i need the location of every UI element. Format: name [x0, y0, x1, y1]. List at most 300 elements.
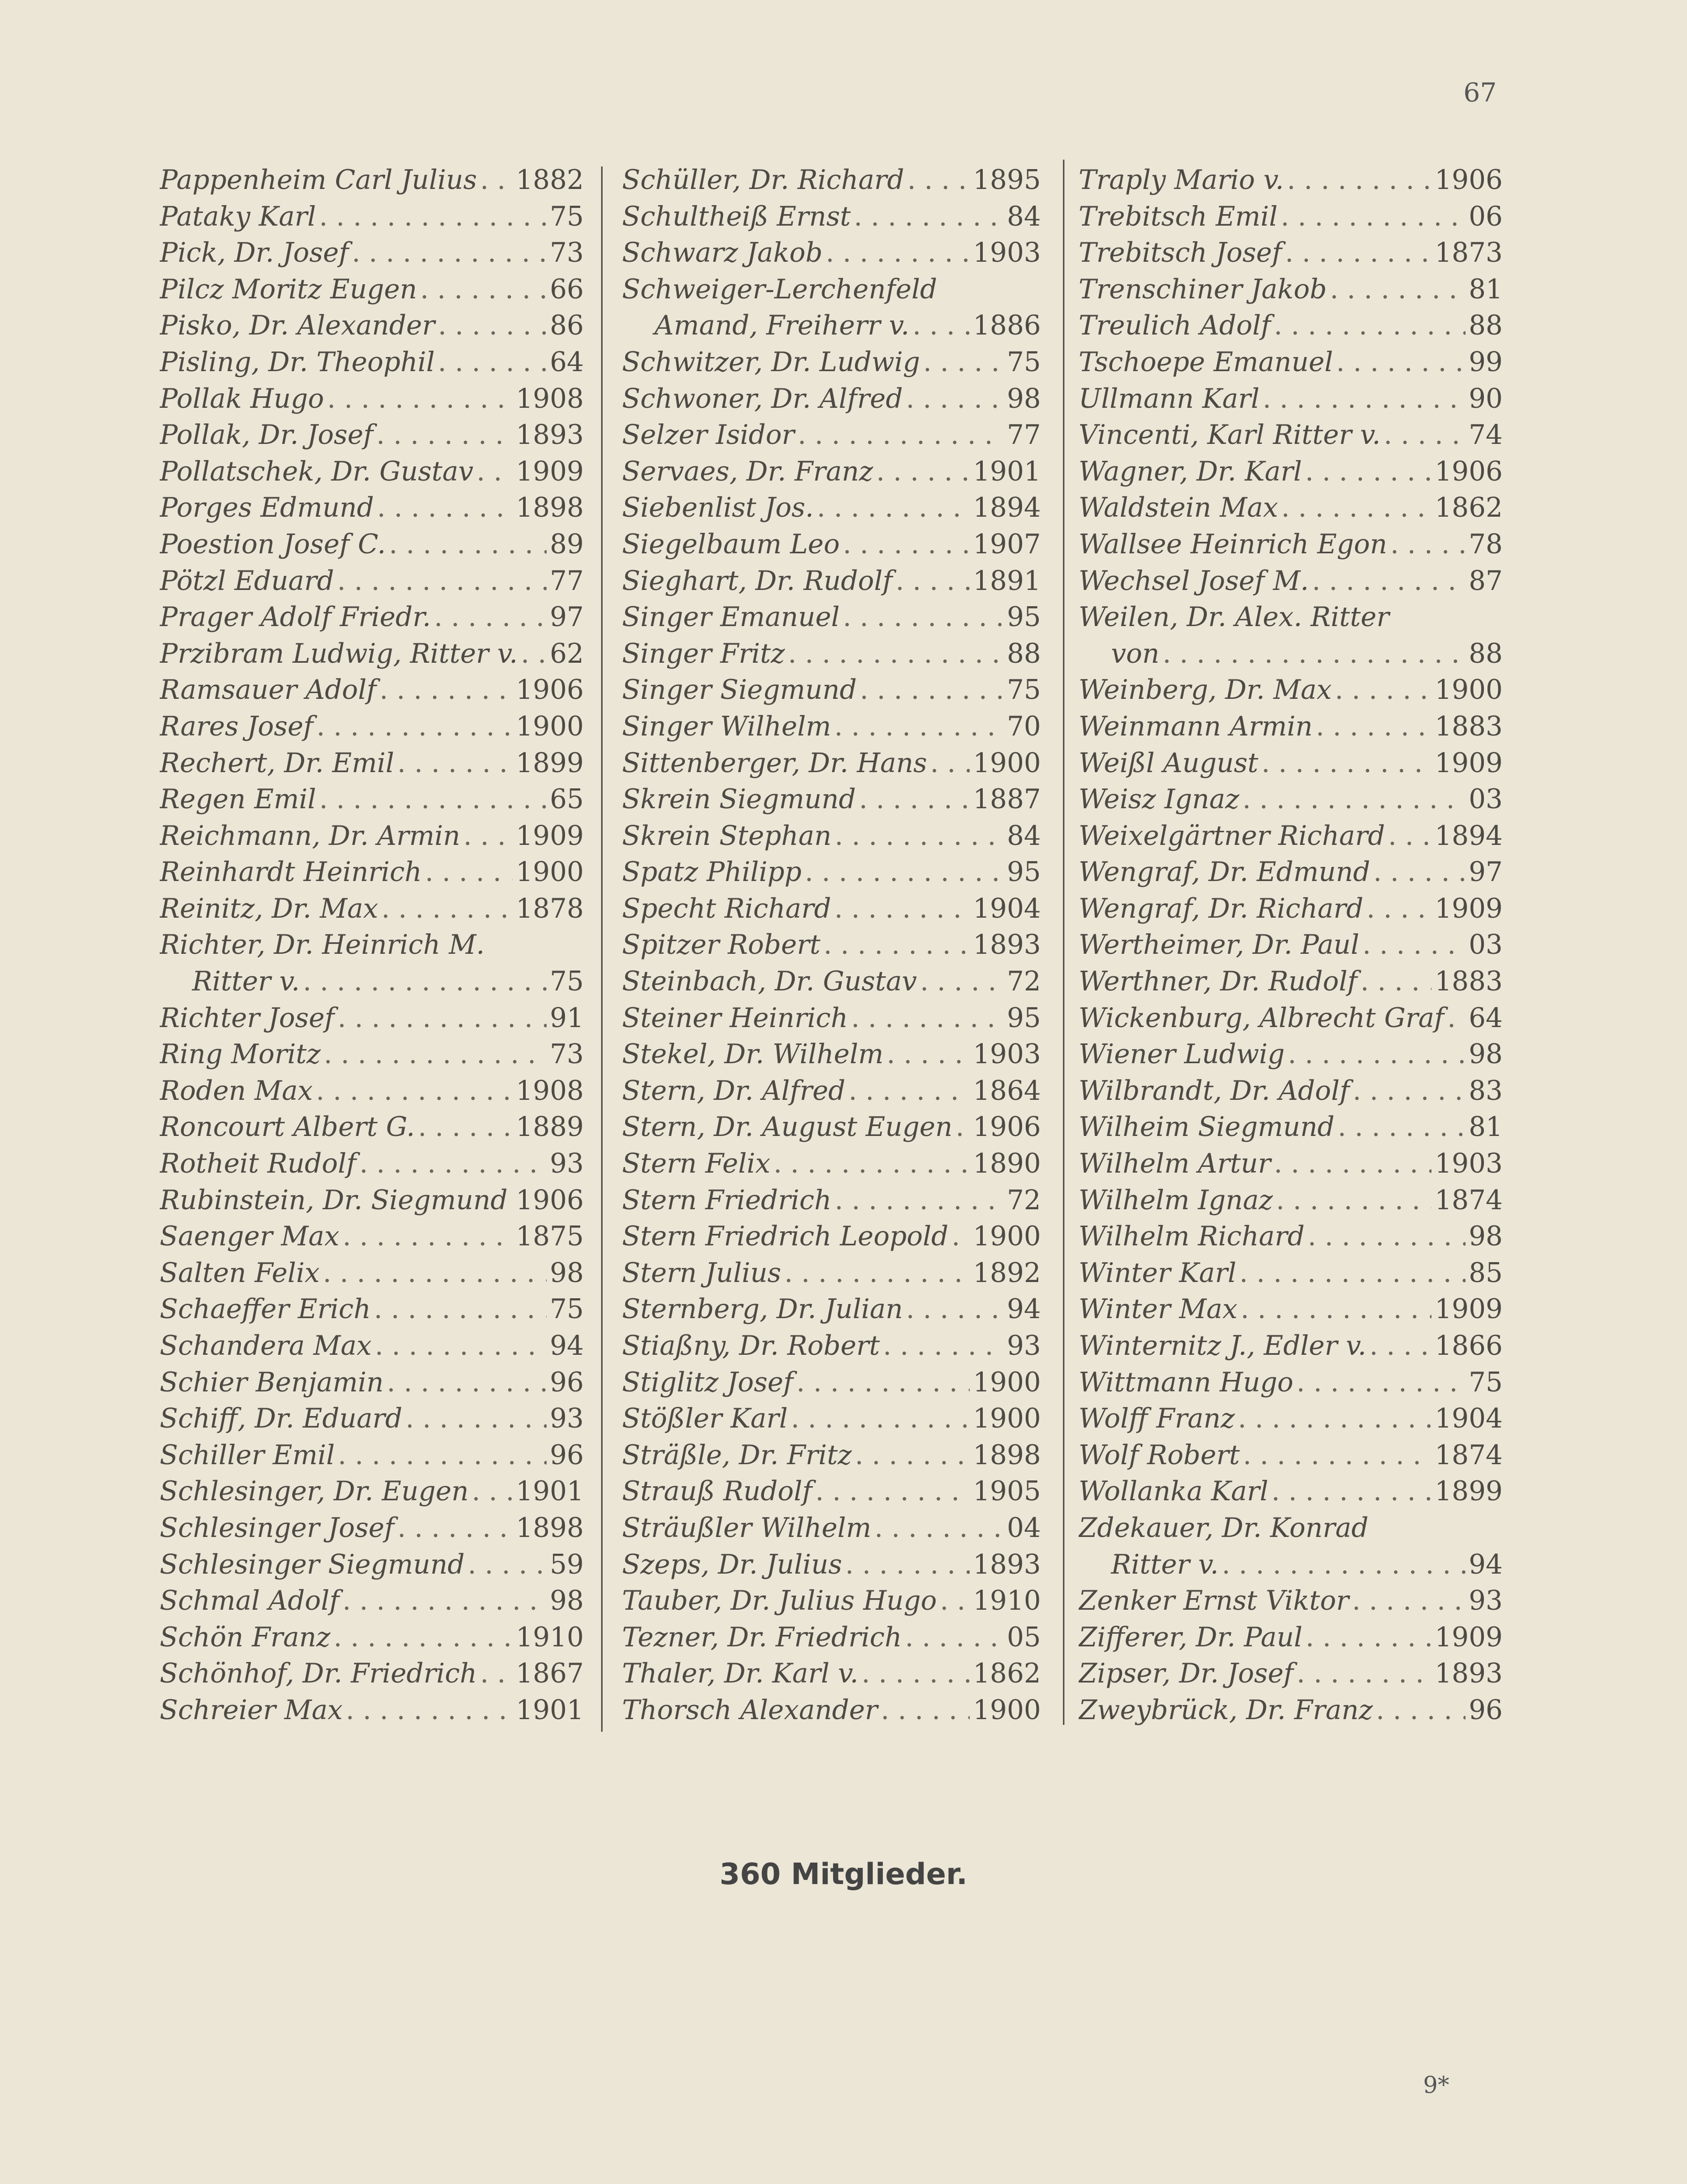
member-name: Skrein Stephan [622, 820, 832, 852]
leader-dots [1305, 454, 1432, 491]
member-entry [160, 1037, 584, 1073]
member-entry [1079, 162, 1503, 199]
member-name: Schier Benjamin [160, 1367, 384, 1398]
member-name: Roncourt Albert G. [160, 1112, 415, 1143]
member-entry [622, 1000, 1041, 1037]
member-name: Treulich Adolf [1079, 310, 1271, 342]
member-entry [1079, 381, 1503, 418]
leader-dots [796, 1365, 970, 1401]
member-name: Tezner, Dr. Friedrich [622, 1622, 902, 1653]
member-entry [622, 1109, 1041, 1146]
member-entry [1079, 1183, 1503, 1219]
member-year: 98 [1469, 1221, 1503, 1253]
leader-dots [906, 1291, 1004, 1328]
member-name: Siegelbaum Leo [622, 529, 840, 560]
member-year: 1909 [1435, 1294, 1503, 1325]
member-name: Sittenberger, Dr. Hans [622, 748, 927, 779]
member-name: Wolff Franz [1079, 1403, 1235, 1435]
member-entry [160, 1656, 584, 1692]
member-year: 1905 [973, 1476, 1041, 1508]
member-year: 93 [1007, 1331, 1041, 1362]
member-entry [1079, 891, 1503, 928]
member-entry [160, 272, 584, 308]
member-name: Wilbrandt, Dr. Adolf [1079, 1075, 1350, 1107]
member-name: Schlesinger Siegmund [160, 1549, 465, 1580]
member-entry [160, 344, 584, 381]
member-name: Wollanka Karl [1079, 1476, 1269, 1508]
member-year: 1909 [1435, 893, 1503, 924]
member-name: Porges Edmund [160, 493, 374, 524]
member-entry [1079, 1401, 1503, 1438]
leader-dots [319, 782, 547, 818]
member-year: 1904 [1435, 1403, 1503, 1435]
member-name: Wickenburg, Albrecht Graf [1079, 1002, 1445, 1034]
leader-dots [327, 381, 513, 418]
member-name: Steinbach, Dr. Gustav [622, 966, 917, 998]
member-entry [622, 381, 1041, 418]
member-year: 88 [1469, 310, 1503, 342]
leader-dots [1296, 1656, 1431, 1692]
member-name: Pollak Hugo [160, 383, 324, 415]
leader-dots [1287, 162, 1431, 199]
member-name: Spatz Philipp [622, 857, 802, 888]
member-name: Vincenti, Karl Ritter v. [1079, 420, 1381, 451]
leader-dots [859, 782, 970, 818]
member-year: 1900 [973, 748, 1041, 779]
member-entry [1079, 344, 1503, 381]
leader-dots [854, 199, 1004, 236]
leader-dots [843, 527, 970, 563]
leader-dots [1262, 381, 1466, 418]
member-year: 97 [550, 602, 584, 633]
member-year: 98 [1469, 1039, 1503, 1071]
member-entry [1079, 1656, 1503, 1692]
member-entry [160, 964, 584, 1000]
member-name: Schönhof, Dr. Friedrich [160, 1658, 478, 1690]
member-name: Richter Josef [160, 1002, 335, 1034]
leader-dots [377, 490, 513, 527]
member-name: Reichmann, Dr. Armin [160, 820, 460, 852]
leader-dots [817, 490, 970, 527]
member-name: Przibram Ludwig, Ritter v. [160, 638, 518, 670]
leader-dots [1288, 1037, 1466, 1073]
member-year: 91 [550, 1002, 584, 1034]
leader-dots [352, 235, 547, 272]
member-entry [622, 235, 1041, 272]
member-name: Stern, Dr. Alfred [622, 1075, 846, 1107]
leader-dots [913, 308, 970, 344]
member-entry [622, 927, 1041, 964]
leader-dots [923, 344, 1004, 381]
member-year: 1910 [973, 1586, 1041, 1617]
member-year: 1899 [516, 748, 584, 779]
member-name: Wilhelm Artur [1079, 1149, 1271, 1180]
member-year: 66 [550, 274, 584, 305]
leader-dots [324, 1037, 547, 1073]
member-column-1 [160, 162, 584, 1729]
leader-dots [397, 1510, 513, 1547]
member-entry [622, 854, 1041, 891]
leader-dots [510, 1183, 513, 1219]
leader-dots [334, 1620, 513, 1656]
member-name: Reinitz, Dr. Max [160, 893, 379, 924]
member-name: Wengraf, Dr. Edmund [1079, 857, 1370, 888]
leader-dots [956, 1109, 970, 1146]
member-name: Siebenlist Jos. [622, 493, 814, 524]
member-name: Waldstein Max [1079, 493, 1278, 524]
member-name: Wilheim Siegmund [1079, 1112, 1335, 1143]
member-year: 1893 [1435, 1658, 1503, 1690]
member-year: 95 [1007, 1002, 1041, 1034]
leader-dots [1336, 344, 1466, 381]
leader-dots [480, 162, 513, 199]
member-name: Pötzl Eduard [160, 565, 334, 597]
member-name: Zipser, Dr. Josef [1079, 1658, 1294, 1690]
member-year: 74 [1469, 420, 1503, 451]
member-year: 98 [1007, 383, 1041, 415]
member-year: 1900 [973, 1403, 1041, 1435]
member-year: 1906 [973, 1112, 1041, 1143]
leader-dots [851, 1000, 1004, 1037]
member-entry [622, 162, 1041, 199]
column-divider-left [601, 166, 603, 1732]
member-year: 75 [1469, 1367, 1503, 1398]
member-name: Tauber, Dr. Julius Hugo [622, 1586, 937, 1617]
leader-dots [1384, 417, 1466, 454]
member-year: 72 [1007, 1185, 1041, 1216]
member-entry [160, 1073, 584, 1110]
member-year: 85 [1469, 1257, 1503, 1289]
member-year: 1894 [1435, 820, 1503, 852]
leader-dots [338, 1000, 547, 1037]
member-year: 04 [1007, 1512, 1041, 1544]
leader-dots [1360, 964, 1431, 1000]
member-year: 75 [1007, 347, 1041, 378]
member-entry [622, 1291, 1041, 1328]
member-name: Strauß Rudolf [622, 1476, 813, 1508]
member-year: 75 [550, 201, 584, 232]
leader-dots [1242, 782, 1466, 818]
member-entry [160, 672, 584, 709]
member-name: Trebitsch Emil [1079, 201, 1278, 232]
member-entry [622, 672, 1041, 709]
member-year: 1894 [973, 493, 1041, 524]
member-name: Pollak, Dr. Josef [160, 420, 373, 451]
leader-dots [1281, 490, 1431, 527]
member-year: 1893 [516, 420, 584, 451]
member-name: Schiller Emil [160, 1440, 335, 1471]
member-entry [160, 308, 584, 344]
member-entry [1079, 636, 1503, 673]
member-entry [622, 1583, 1041, 1620]
leader-dots [784, 1255, 970, 1292]
member-entry [622, 709, 1041, 745]
member-year: 1901 [973, 456, 1041, 487]
member-entry [160, 162, 584, 199]
member-entry [160, 1474, 584, 1510]
member-year: 1889 [516, 1112, 584, 1143]
leader-dots [1281, 199, 1466, 236]
member-year: 94 [1469, 1549, 1503, 1580]
leader-dots [930, 745, 970, 782]
member-year: 1904 [973, 893, 1041, 924]
member-name: Weixelgärtner Richard [1079, 820, 1385, 852]
member-name: Winternitz J., Edler v. [1079, 1331, 1367, 1362]
member-year: 1900 [1435, 675, 1503, 706]
member-entry [1079, 490, 1503, 527]
member-entry [160, 709, 584, 745]
member-entry [622, 1692, 1041, 1729]
member-name: Pollatschek, Dr. Gustav [160, 456, 474, 487]
leader-dots [834, 891, 970, 928]
member-year: 1864 [973, 1075, 1041, 1107]
member-entry [160, 636, 584, 673]
member-year: 77 [550, 565, 584, 597]
member-year: 1901 [516, 1476, 584, 1508]
member-entry [1079, 1328, 1503, 1365]
leader-dots [835, 1183, 1004, 1219]
member-entry [160, 1692, 584, 1729]
member-year: 1893 [973, 1549, 1041, 1580]
member-name: Schandera Max [160, 1331, 372, 1362]
member-year: 1891 [973, 565, 1041, 597]
leader-dots [342, 1583, 547, 1620]
member-entry [622, 1438, 1041, 1474]
member-name: Singer Wilhelm [622, 711, 831, 742]
leader-dots [346, 1692, 513, 1729]
member-year: 1898 [516, 493, 584, 524]
member-name: Ullmann Karl [1079, 383, 1260, 415]
member-entry [160, 490, 584, 527]
member-name: Prager Adolf Friedr. [160, 602, 431, 633]
leader-dots [381, 891, 513, 928]
member-name: Wittmann Hugo [1079, 1367, 1294, 1398]
member-year: 98 [550, 1586, 584, 1617]
member-year: 94 [550, 1331, 584, 1362]
member-year: 88 [1007, 638, 1041, 670]
member-entry [1079, 235, 1503, 272]
member-name: Pick, Dr. Josef [160, 238, 349, 269]
leader-dots [1352, 1073, 1466, 1110]
leader-dots [420, 272, 547, 308]
leader-dots [1222, 1547, 1466, 1584]
leader-dots [940, 1583, 970, 1620]
member-entry [622, 1474, 1041, 1510]
leader-dots [438, 344, 547, 381]
member-year: 1907 [973, 529, 1041, 560]
member-year: 94 [1007, 1294, 1041, 1325]
member-entry [622, 1401, 1041, 1438]
member-name: Salten Felix [160, 1257, 320, 1289]
member-name: Singer Siegmund [622, 675, 857, 706]
member-name: Stern Friedrich [622, 1185, 832, 1216]
member-year: 1900 [973, 1695, 1041, 1726]
member-year: 1875 [516, 1221, 584, 1253]
member-entry [160, 1401, 584, 1438]
member-name: Sternberg, Dr. Julian [622, 1294, 903, 1325]
member-name: Pisko, Dr. Alexander [160, 310, 435, 342]
member-year: 05 [1007, 1622, 1041, 1653]
member-year: 75 [550, 966, 584, 998]
member-entry [1079, 854, 1503, 891]
member-entry [1079, 1109, 1503, 1146]
member-year: 1899 [1435, 1476, 1503, 1508]
member-entry [160, 818, 584, 855]
member-name: Specht Richard [622, 893, 831, 924]
leader-dots [380, 672, 513, 709]
member-entry [622, 964, 1041, 1000]
member-entry [160, 1328, 584, 1365]
member-entry [1079, 527, 1503, 563]
leader-dots [316, 1073, 513, 1110]
leader-dots [1338, 1109, 1466, 1146]
member-name: Tschoepe Emanuel [1079, 347, 1333, 378]
member-name: Wolf Robert [1079, 1440, 1240, 1471]
leader-dots [773, 1146, 970, 1183]
member-entry [622, 563, 1041, 600]
leader-dots [861, 1656, 970, 1692]
leader-dots [468, 1547, 547, 1584]
member-entry [1079, 1583, 1503, 1620]
member-entry [1079, 563, 1503, 600]
leader-dots [951, 1219, 970, 1255]
member-name: Pilcz Moritz Eugen [160, 274, 417, 305]
member-entry [1079, 1146, 1503, 1183]
member-year: 88 [1469, 638, 1503, 670]
signature-mark: 9* [1423, 2072, 1449, 2099]
member-entry [1079, 272, 1503, 308]
leader-dots [874, 1510, 1004, 1547]
member-entry [1079, 1620, 1503, 1656]
leader-dots [338, 1438, 547, 1474]
member-year: 1874 [1435, 1440, 1503, 1471]
member-entry [160, 854, 584, 891]
leader-dots [906, 381, 1004, 418]
member-name: Stern, Dr. August Eugen [622, 1112, 953, 1143]
leader-dots [1367, 891, 1431, 928]
leader-dots [1376, 1692, 1466, 1729]
member-year: 86 [550, 310, 584, 342]
member-name: Singer Fritz [622, 638, 785, 670]
member-name: Szeps, Dr. Julius [622, 1549, 842, 1580]
member-name: Wallsee Heinrich Egon [1079, 529, 1388, 560]
leader-dots [376, 417, 513, 454]
member-name: Singer Emanuel [622, 602, 840, 633]
member-name: Werthner, Dr. Rudolf [1079, 966, 1358, 998]
member-year: 1883 [1435, 711, 1503, 742]
leader-dots [1306, 1620, 1432, 1656]
leader-dots [1308, 1219, 1466, 1255]
member-year: 1892 [973, 1257, 1041, 1289]
member-year: 1878 [516, 893, 584, 924]
leader-dots [886, 1037, 970, 1073]
member-entry [1079, 1219, 1503, 1255]
member-name: Wilhelm Richard [1079, 1221, 1305, 1253]
member-year: 1882 [516, 165, 584, 196]
leader-dots [905, 1620, 1004, 1656]
member-entry [160, 1000, 584, 1037]
member-entry [622, 1219, 1041, 1255]
member-name: Ritter v. [192, 966, 300, 998]
member-entry [160, 235, 584, 272]
member-year: 1900 [973, 1367, 1041, 1398]
member-year: 1900 [516, 857, 584, 888]
leader-dots [843, 599, 1004, 636]
member-entry [1079, 1365, 1503, 1401]
member-entry [1079, 1037, 1503, 1073]
member-year: 95 [1007, 602, 1041, 633]
member-name: Trebitsch Josef [1079, 238, 1282, 269]
member-year: 1903 [1435, 1149, 1503, 1180]
member-name: Pataky Karl [160, 201, 316, 232]
member-year: 06 [1469, 201, 1503, 232]
leader-dots [826, 235, 970, 272]
leader-dots [860, 672, 1004, 709]
member-entry [160, 1547, 584, 1584]
member-name: Winter Karl [1079, 1257, 1237, 1289]
leader-dots [337, 563, 547, 600]
member-entry [160, 381, 584, 418]
member-year: 1901 [516, 1695, 584, 1726]
member-year: 73 [550, 1039, 584, 1071]
leader-dots [521, 636, 547, 673]
member-year: 1867 [516, 1658, 584, 1690]
member-entry [1079, 782, 1503, 818]
member-entry [1079, 599, 1503, 636]
member-name: Ramsauer Adolf [160, 675, 376, 706]
member-entry [622, 1365, 1041, 1401]
leader-dots [805, 854, 1004, 891]
member-year: 1887 [973, 784, 1041, 816]
leader-dots [425, 854, 513, 891]
member-column-3 [1079, 162, 1503, 1729]
member-name: Zweybrück, Dr. Franz [1079, 1695, 1373, 1726]
member-entry [160, 417, 584, 454]
member-name: Stiaßny, Dr. Robert [622, 1331, 880, 1362]
member-year: 98 [550, 1257, 584, 1289]
member-name: Rares Josef [160, 711, 314, 742]
member-entry [160, 1109, 584, 1146]
member-year: 72 [1007, 966, 1041, 998]
leader-dots [881, 1692, 970, 1729]
leader-dots [303, 964, 547, 1000]
leader-dots [1261, 745, 1431, 782]
member-name: Saenger Max [160, 1221, 340, 1253]
leader-dots [1285, 235, 1431, 272]
member-year: 59 [550, 1549, 584, 1580]
member-entry [160, 782, 584, 818]
leader-dots [472, 1474, 513, 1510]
member-entry [622, 272, 1041, 308]
member-name: Wechsel Josef M. [1079, 565, 1309, 597]
member-name: Thaler, Dr. Karl v. [622, 1658, 859, 1690]
member-entry [622, 1620, 1041, 1656]
member-name: Schreier Max [160, 1695, 343, 1726]
leader-dots [342, 1219, 513, 1255]
member-year: 75 [550, 1294, 584, 1325]
member-name: Zenker Ernst Viktor [1079, 1586, 1349, 1617]
member-name: Traply Mario v. [1079, 165, 1284, 196]
member-year: 90 [1469, 383, 1503, 415]
leader-dots [1447, 1000, 1466, 1037]
member-entry [622, 344, 1041, 381]
leader-dots [920, 964, 1004, 1000]
leader-dots [387, 1365, 547, 1401]
member-name: Weinberg, Dr. Max [1079, 675, 1332, 706]
member-entry [622, 1183, 1041, 1219]
member-name: Schiff, Dr. Eduard [160, 1403, 403, 1435]
member-name: Spitzer Robert [622, 930, 820, 961]
